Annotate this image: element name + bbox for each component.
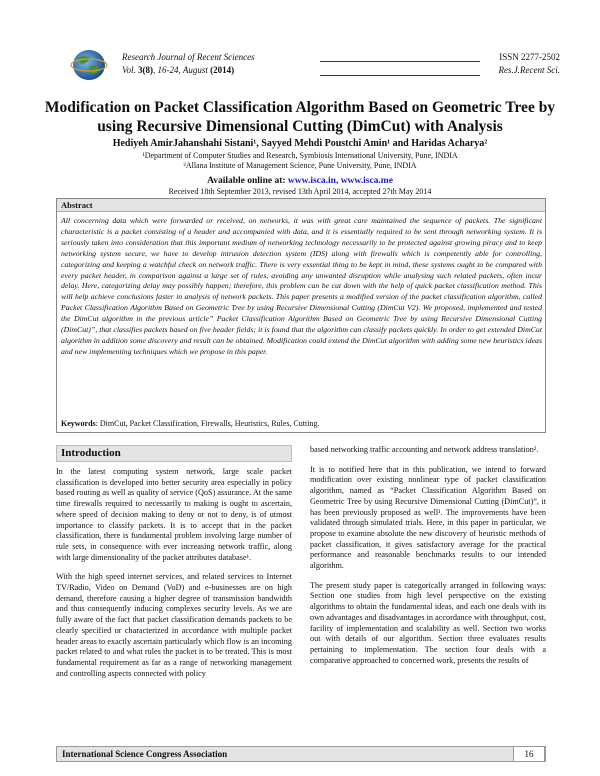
- paragraph: based networking traffic accounting and network address translation².: [310, 445, 539, 454]
- issn: ISSN 2277-2502: [499, 52, 560, 62]
- authors: Hediyeh AmirJahanshahi Sistani¹, Sayyed Mehdi Poustchi Amin¹ and Haridas Acharya²: [112, 138, 488, 149]
- available-online: Available online at: www.isca.in, www.isca.me: [207, 176, 393, 186]
- journal-links[interactable]: www.isca.in, www.isca.me: [287, 176, 393, 186]
- header-rule: [320, 75, 480, 76]
- paragraph: The present study paper is categorically arranged in following ways: Section one studies from high level perspective on the existing algorithms to obtain the fundamental ideas, and each one deals with its own advantages and disadvantages in accordance with throughput, cost, facility of implementation and scalability as well. Section two works out with details of our algorithm. Section three evaluates results pertaining to implementation. The section four deals with a comparative approached to concerned work, presents the results of: [310, 580, 546, 665]
- paper-title: Modification on Packet Classification Algorithm Based on Geometric Tree by using Recursive Dimensional Cutting (DimCut) with Analysis: [44, 99, 556, 135]
- header-rule: [320, 61, 480, 62]
- page-footer: [56, 746, 546, 762]
- abstract-heading: Abstract: [57, 199, 545, 212]
- affiliation: ¹Department of Computer Studies and Research, Symbiosis International University, Pune, INDIA: [142, 151, 458, 160]
- abstract-box: [56, 198, 546, 433]
- journal-abbreviation: Res.J.Recent Sci.: [498, 65, 560, 75]
- right-column: [310, 445, 546, 675]
- journal-header: [70, 48, 560, 88]
- paragraph: In the latest computing system network, large scale packet classification is developed into better security area especially in policy based routing as well as quality of service (QoS) assurance. At the same time firewalls required to necessarily to making is ought to ascertain, where speed of decision making to deny or not to deny, is of utmost importance to classify packets. It is to accept that in the packet classification, there is fundamental problem involving large number of rule sets, in consequence with ever increasing network traffic, along with large dimensionality of the packet attributes database¹.: [56, 467, 292, 562]
- journal-name: Research Journal of Recent Sciences: [122, 52, 255, 62]
- paragraph: With the high speed internet services, and related services to Internet TV/Radio, Video on Demand (VoD) and e-businesses are on high demand, therefore causing a higher degree of transmission bandwidth and thus consequently inducing complexes security levels. As we are fully aware of the fact that packet classification demands packets to be clearly specified or characterized in accordance with multiple packet header areas to exactly ascertain particularly which flow is an incoming packet related to and what rules the packet is to be treated. This is most fundamental requirement as far as a range of networking management and controlling aspects connected with policy: [56, 572, 292, 678]
- received-dates: Received 18th September 2013, revised 13th April 2014, accepted 27th May 2014: [168, 187, 432, 196]
- footer-organization: International Science Congress Association: [62, 749, 228, 759]
- keywords: Keywords: DimCut, Packet Classification, Firewalls, Heuristics, Rules, Cutting.: [61, 419, 320, 428]
- paragraph: It is to notified here that in this publication, we intend to forward modification over existing nonlinear type of packet classification algorithm, named as “Packet Classification Algorithm Based on Geometric Tree by using Recursive Dimensional Cutting (DimCut)”, it has been previously proposed as well¹. The improvements have been validated through simulated trials. Here, in this paper in particular, we propose to examine absolute the new discovery of heuristic methods of packet classification, it gives satisfactory average for the practical performance and reasonable benchmarks results to our intended algorithm.: [310, 464, 546, 571]
- section-heading-introduction: Introduction: [56, 445, 292, 462]
- page-number: 16: [513, 746, 545, 762]
- abstract-text: All concerning data which were forwarded or received, on networks, it was with great care maintained the sequence of packets. The significant characteristic is a packet consisting of a header and accompanied with data, and it is essentially required to be sent through networking system. It is seriously taken into consideration that this important medium of networking technology necessarily to be protected against growing piracy and to keep networking system secure, we have to develop intrusion detection system (IDS) along with firewalls which is competently able for controlling, categorizing and keeping a watchful check on network traffic. There is very essential thing to be kept in mind, these systems ought to be compared with every packet header, in comparison against a large set of rules, avoiding any unwanted disruption while analysing such related packets, often incur delay. Here, categorizing delay may possibly happen; therefore, this problem can be cut down with the help of quick packet classification method. This will help achieve conclusions faster in analysis of network packets. This paper presents a modified version of the packet classification algorithm, called Packet Classification Algorithm Based on Geometric Tree by using Recursive Dimensional Cutting (DimCut V2). We proposed, implemented and tested the DimCut algorithm in the previous article” Packet Classification Algorithm Based on Geometric Tree by using Recursive Dimensional Cutting (DimCut)”, that classifies packets based on five header fields; it is found that the algorithm can classify packets quickly. In order to get extended DimCut algorithm in addition some discovery and result can be obtained. Modification could extend the DimCut algorithm with adding some new heuristics ideas and new implementing techniques which we propose in this paper.: [61, 216, 542, 356]
- affiliation: ²Allana Institute of Management Science, Pune University, Pune, INDIA: [183, 161, 417, 170]
- globe-logo-icon: [70, 48, 108, 82]
- journal-volume: Vol. 3(8), 16-24, August (2014): [122, 65, 235, 75]
- left-column: [56, 445, 292, 688]
